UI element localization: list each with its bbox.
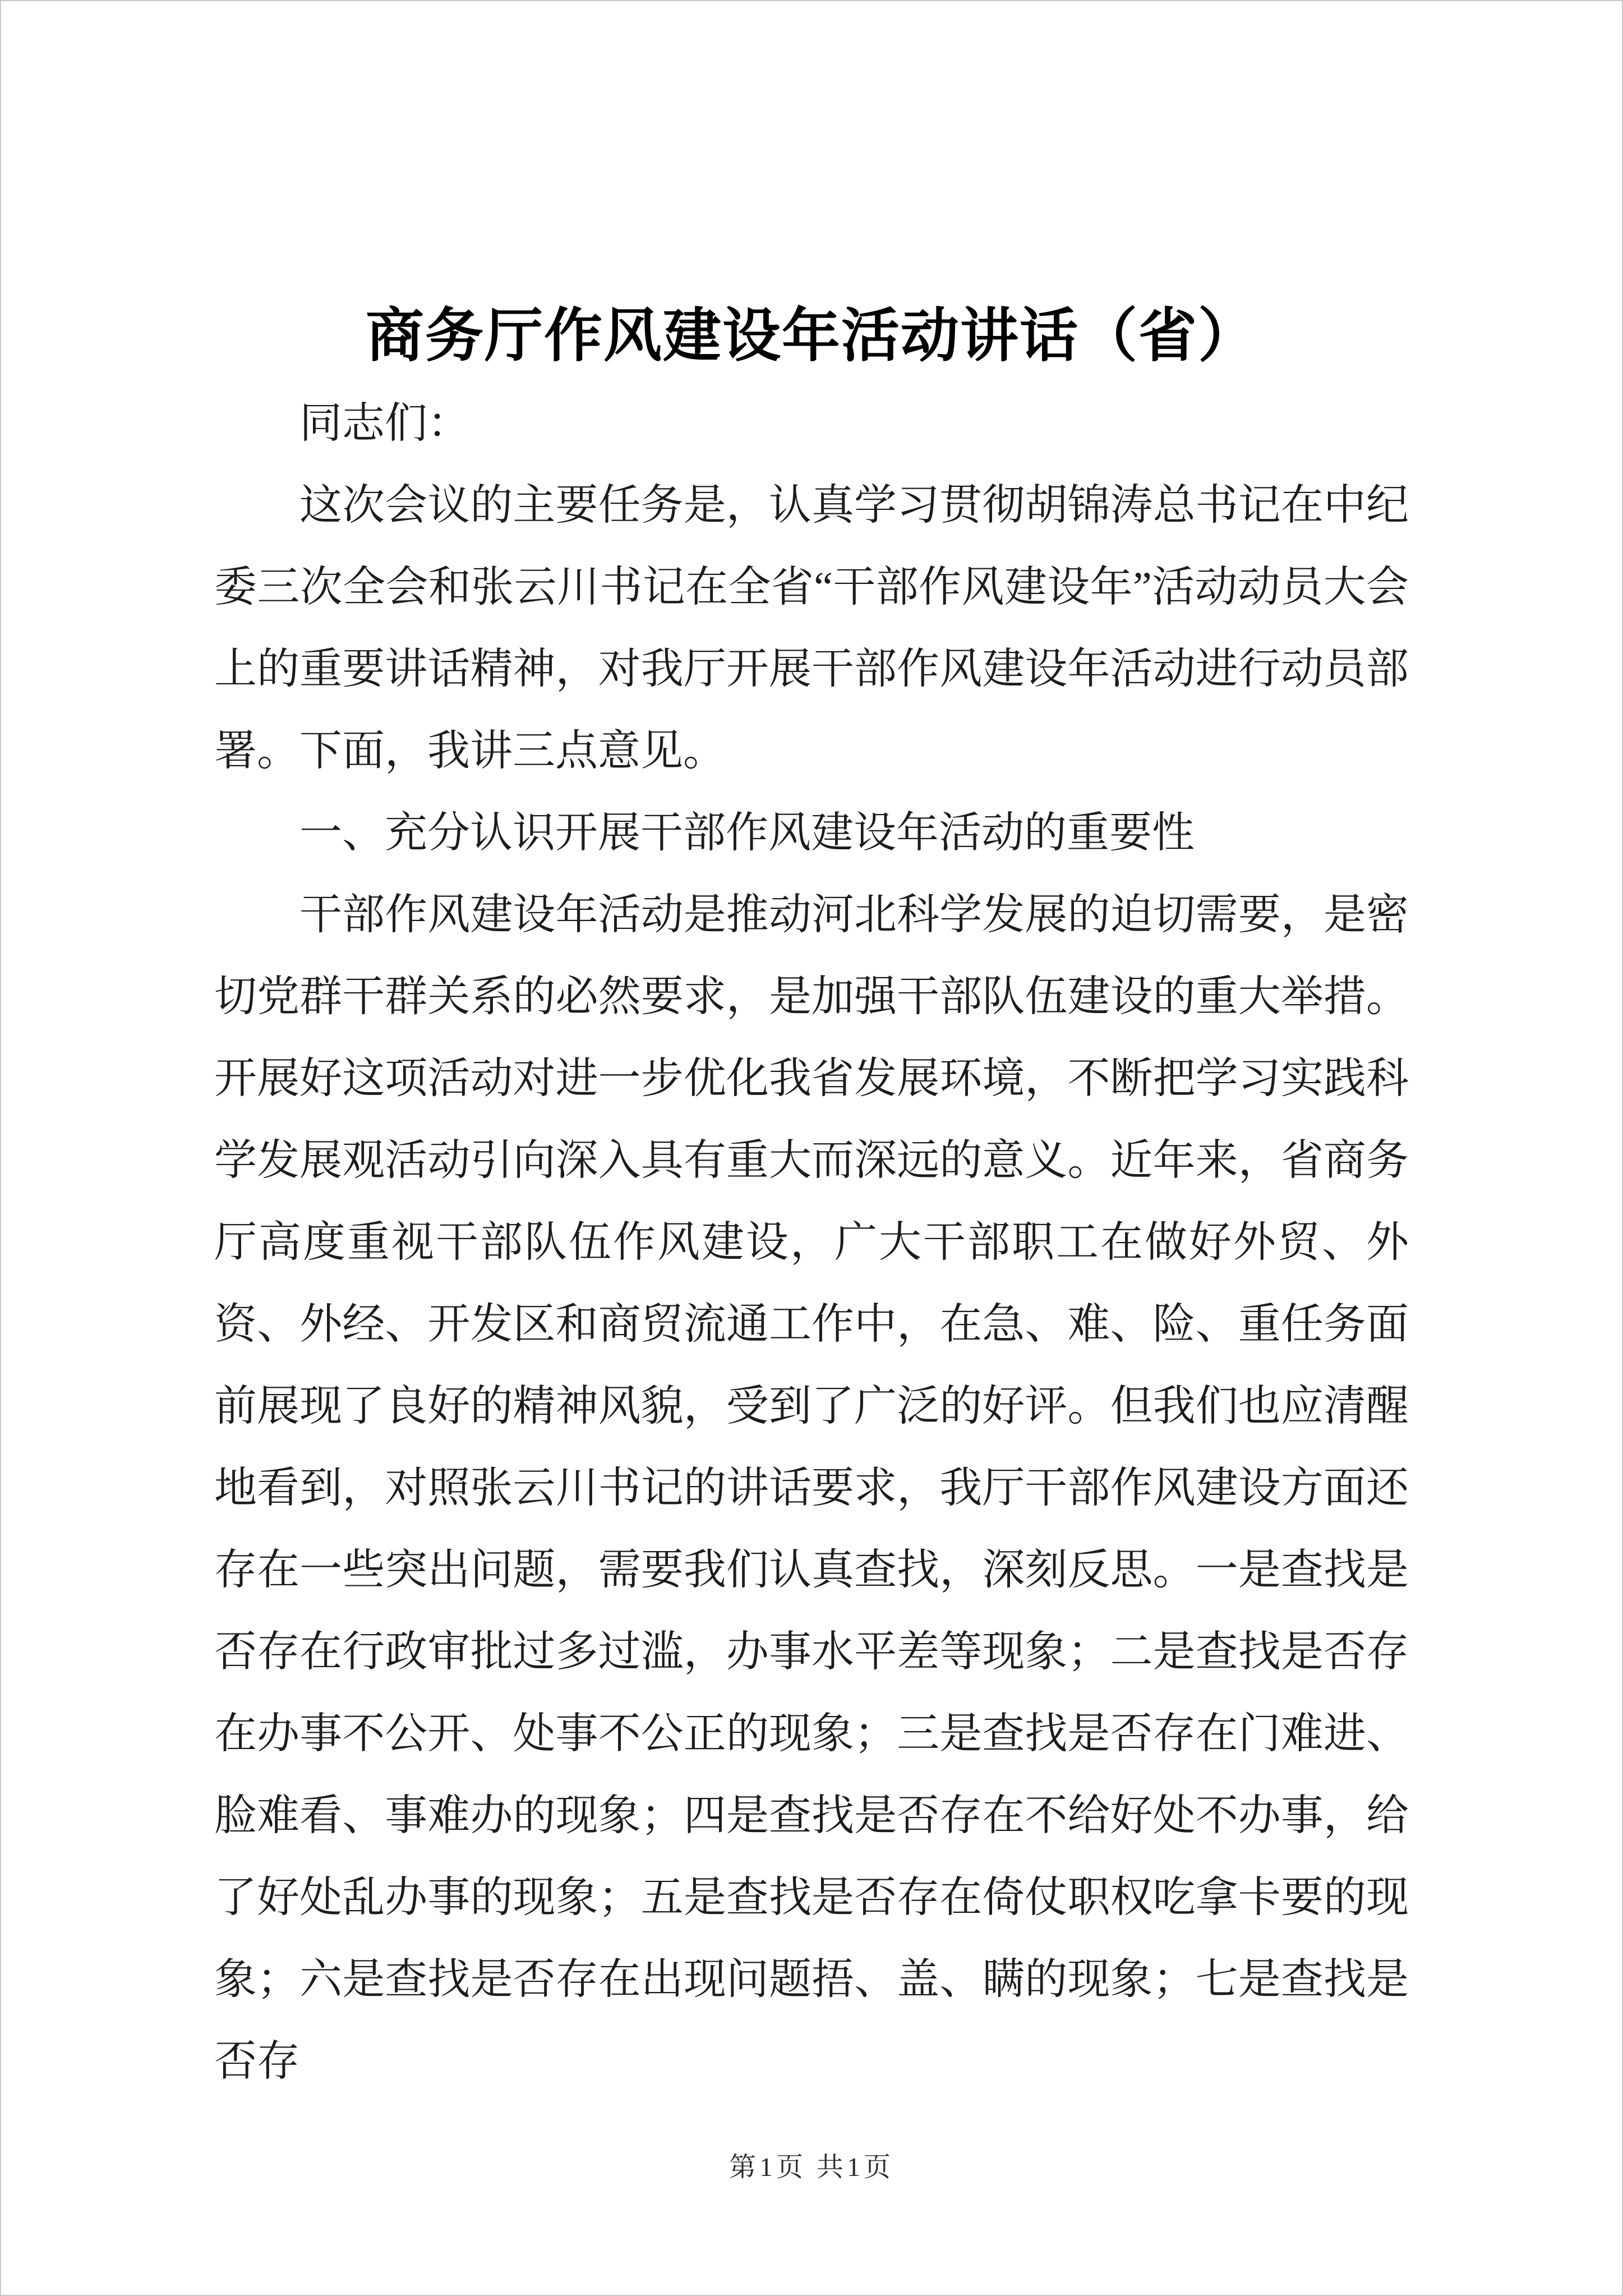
paragraph-section-body: 干部作风建设年活动是推动河北科学发展的迫切需要，是密切党群干群关系的必然要求，是加强干部队伍建设的重大举措。开展好这项活动对进一步优化我省发展环境，不断把学习实践科学发展观活动引向深入具有重大而深远的意义。近年来，省商务厅高度重视干部队伍作风建设，广大干部职工在做好外贸、外资、外经、开发区和商贸流通工作中，在急、难、险、重任务面前展现了良好的精神风貌，受到了广泛的好评。但我们也应清醒地看到，对照张云川书记的讲话要求，我厅干部作风建设方面还存在一些突出问题，需要我们认真查找，深刻反思。一是查找是否存在行政审批过多过滥，办事水平差等现象；二是查找是否存在办事不公开、处事不公正的现象；三是查找是否存在门难进、脸难看、事难办的现象；四是查找是否存在不给好处不办事，给了好处乱办事的现象；五是查找是否存在倚仗职权吃拿卡要的现象；六是查找是否存在出现问题捂、盖、瞒的现象；七是查找是否存	[214, 891, 1409, 2085]
paragraph-intro: 这次会议的主要任务是，认真学习贯彻胡锦涛总书记在中纪委三次全会和张云川书记在全省“干部作风建设年”活动动员大会上的重要讲话精神，对我厅开展干部作风建设年活动进行动员部署。下面，我讲三点意见。	[214, 482, 1409, 775]
page-number-footer: 第1页 共1页	[728, 2152, 894, 2182]
document-title: 商务厅作风建设年活动讲话（省）	[365, 304, 1257, 369]
paragraph-salutation: 同志们：	[299, 400, 470, 447]
document-body	[214, 300, 1409, 2102]
paragraph-section-heading: 一、充分认识开展干部作风建设年活动的重要性	[299, 809, 1195, 857]
